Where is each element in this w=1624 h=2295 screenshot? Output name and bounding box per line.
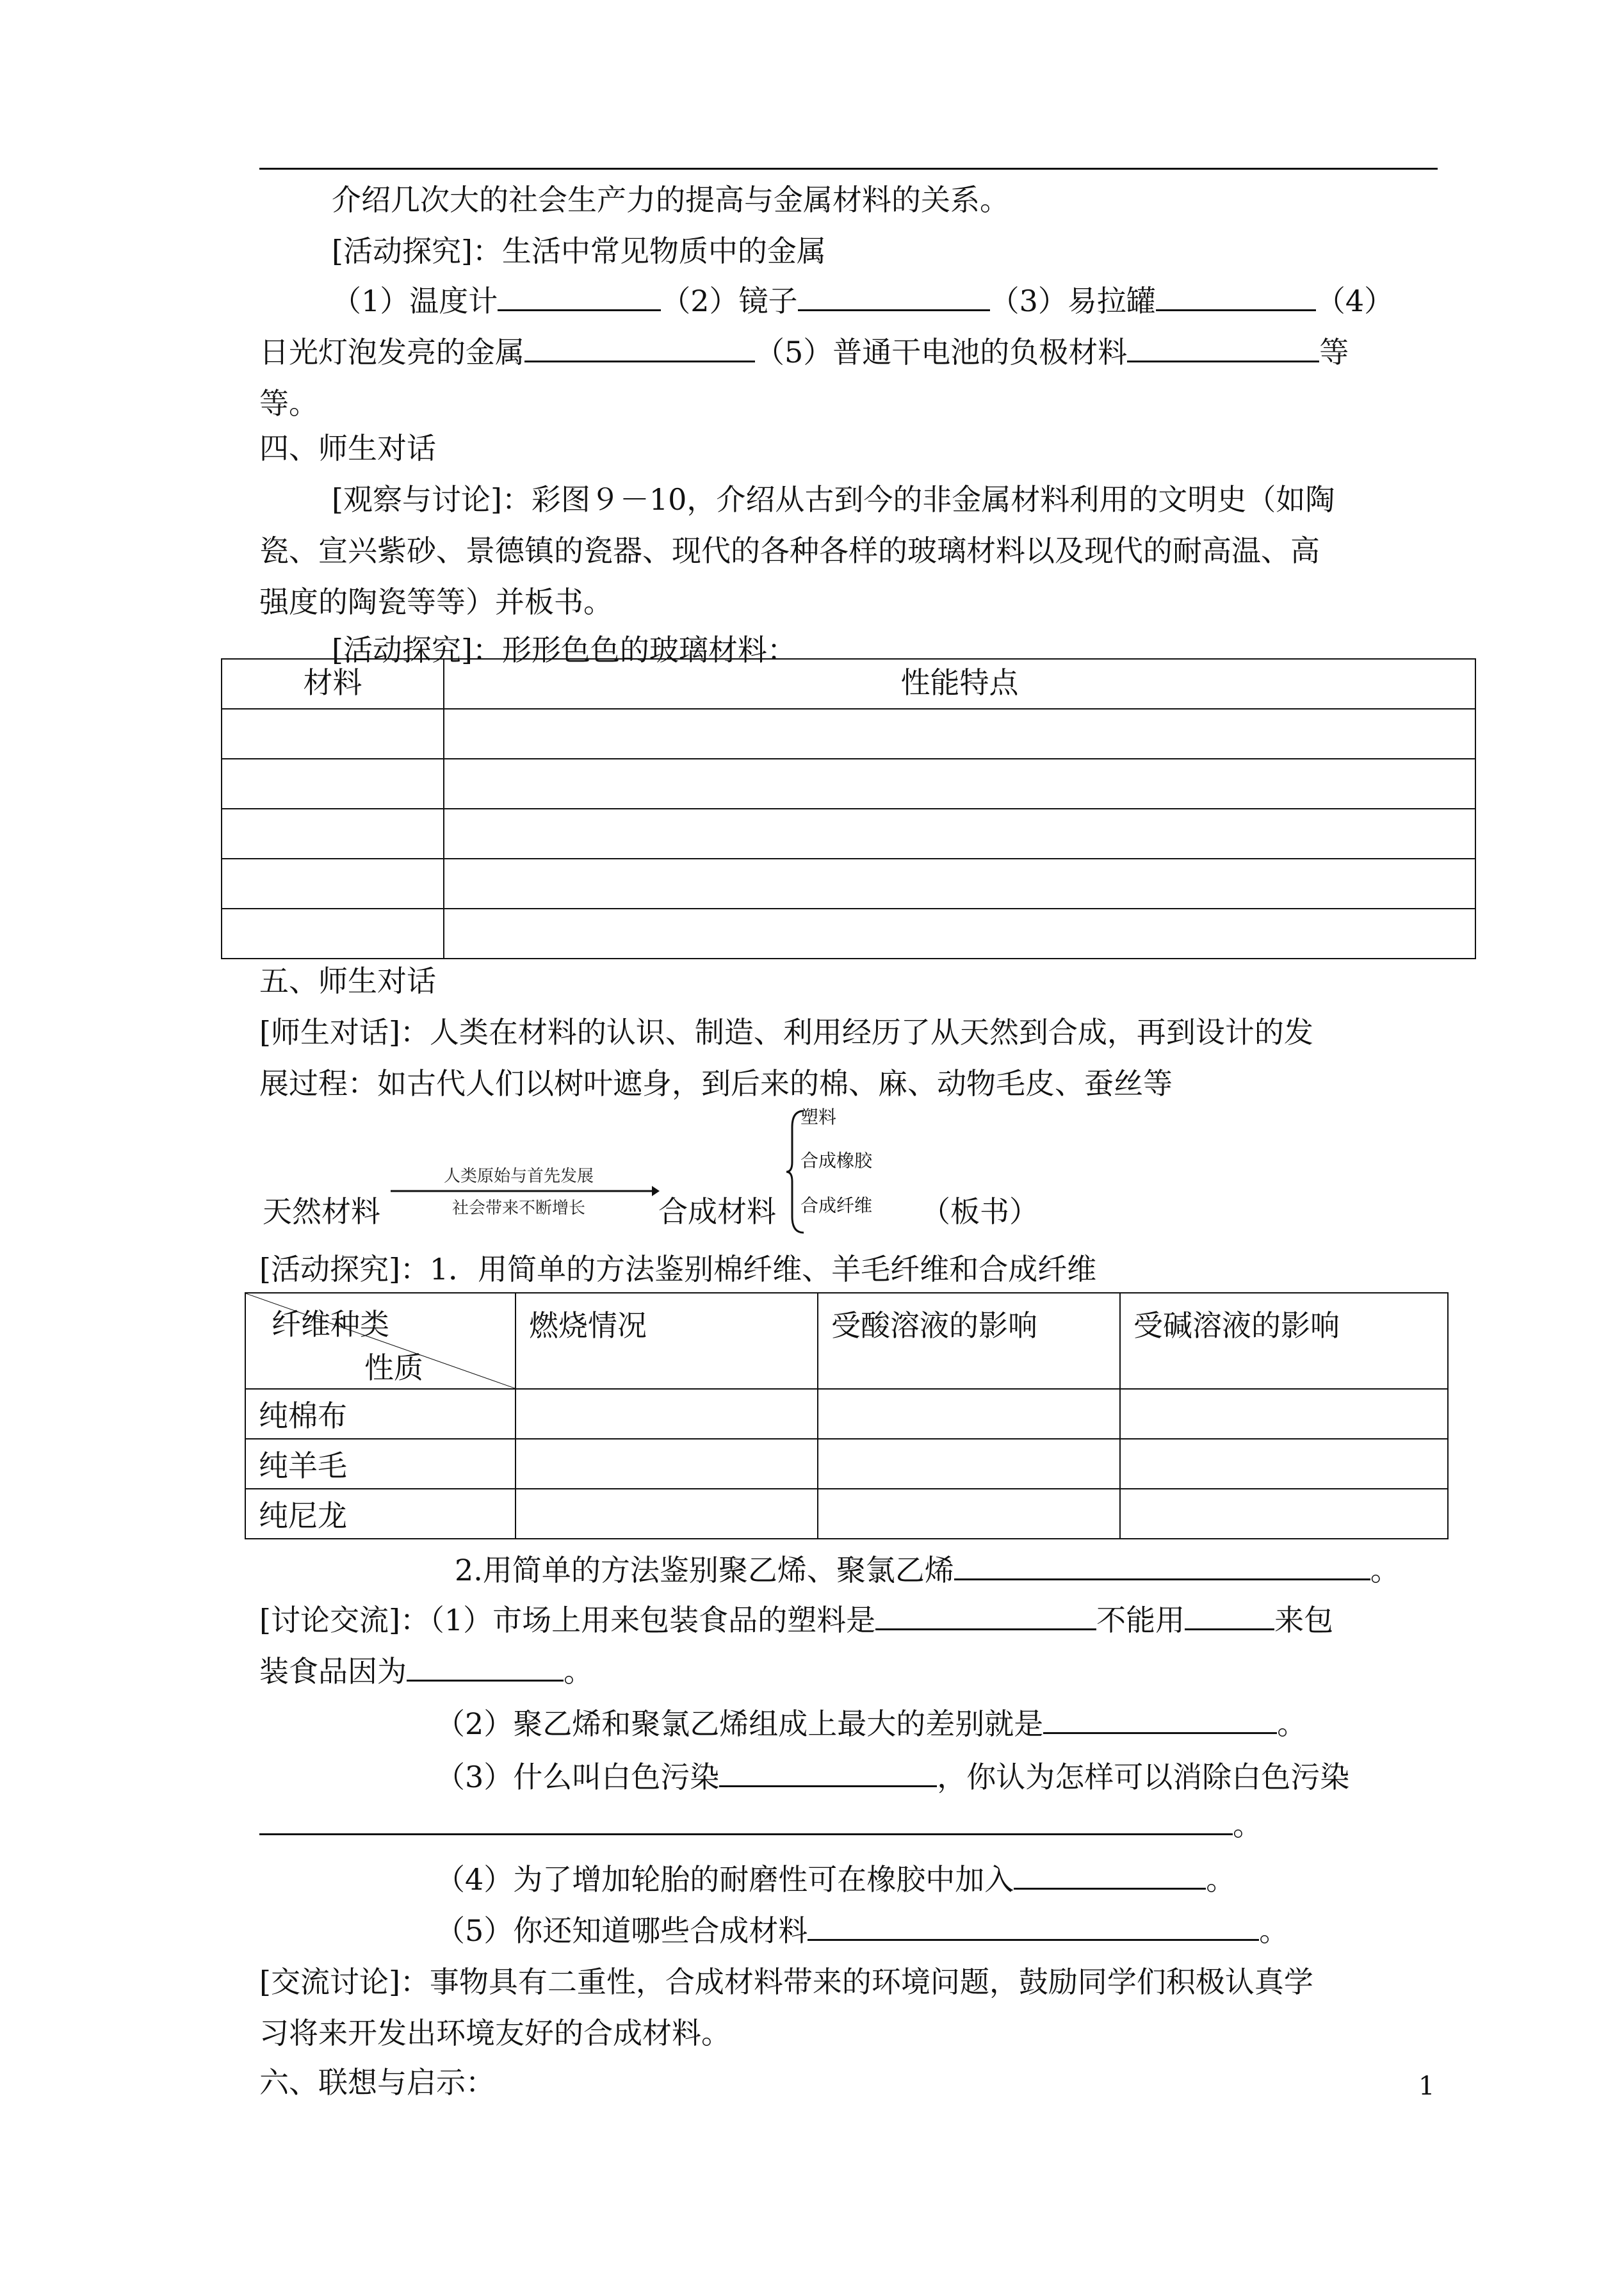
table-cell[interactable]	[818, 1389, 1120, 1439]
row-label: 纯棉布	[245, 1389, 516, 1439]
text-line: [活动探究]：形形色色的玻璃材料：	[332, 633, 797, 667]
table-cell[interactable]	[516, 1489, 818, 1539]
fill-in-line: [讨论交流]：（1）市场上用来包装食品的塑料是 不能用 来包	[259, 1594, 1333, 1646]
blank[interactable]	[954, 1549, 1370, 1580]
table-header: 材料	[222, 659, 444, 709]
fill-in-line: （2）聚乙烯和聚氯乙烯组成上最大的差别就是 。	[435, 1698, 1306, 1749]
blank[interactable]	[798, 280, 990, 311]
diag-header-bottom: 性质	[364, 1350, 423, 1385]
fill-in-line: 装食品因为 。	[259, 1646, 593, 1697]
blank[interactable]	[259, 1804, 1233, 1835]
table-cell[interactable]	[222, 909, 444, 959]
fill-in-line: （3）什么叫白色污染 ，你认为怎样可以消除白色污染	[435, 1751, 1349, 1803]
blank[interactable]	[524, 331, 755, 362]
table-cell[interactable]	[818, 1489, 1120, 1539]
blank[interactable]	[1043, 1703, 1277, 1734]
blank[interactable]	[808, 1910, 1259, 1941]
table-cell[interactable]	[444, 909, 1475, 959]
table-cell[interactable]	[1120, 1389, 1448, 1439]
table-cell[interactable]	[516, 1439, 818, 1489]
text-line: 习将来开发出环境友好的合成材料。	[259, 2016, 731, 2050]
blank[interactable]	[407, 1650, 564, 1682]
table-cell[interactable]	[818, 1439, 1120, 1489]
section-heading: 五、师生对话	[259, 964, 436, 998]
table-header: 受酸溶液的影响	[818, 1293, 1120, 1389]
text-line: [活动探究]：1．用简单的方法鉴别棉纤维、羊毛纤维和合成纤维	[259, 1252, 1097, 1286]
fiber-table	[245, 1292, 1449, 1539]
page-number: 1	[1418, 2072, 1435, 2101]
table-cell[interactable]	[1120, 1439, 1448, 1489]
diagram-note: （板书）	[921, 1194, 1039, 1229]
glass-material-table	[221, 658, 1476, 959]
text-line: [观察与讨论]：彩图９－10，介绍从古到今的非金属材料利用的文明史（如陶	[332, 482, 1335, 517]
row-label: 纯羊毛	[245, 1439, 516, 1489]
text-line: 等。	[259, 386, 318, 421]
fill-in-line: （5）你还知道哪些合成材料 。	[435, 1905, 1288, 1956]
table-cell[interactable]	[444, 759, 1475, 809]
top-rule	[259, 168, 1438, 170]
text-line: 介绍几次大的社会生产力的提高与金属材料的关系。	[332, 182, 1009, 217]
blank[interactable]	[875, 1599, 1096, 1630]
diag-header-top: 纤维种类	[272, 1307, 389, 1342]
text-line: [活动探究]：生活中常见物质中的金属	[332, 234, 826, 268]
table-header: 受碱溶液的影响	[1120, 1293, 1448, 1389]
arrow-top-label: 人类原始与首先发展	[443, 1167, 594, 1186]
table-cell[interactable]	[1120, 1489, 1448, 1539]
blank[interactable]	[498, 280, 661, 311]
table-cell[interactable]	[222, 809, 444, 859]
fill-in-line: 2.用简单的方法鉴别聚乙烯、聚氯乙烯 。	[455, 1545, 1400, 1596]
table-cell[interactable]	[444, 859, 1475, 909]
fill-in-line: （1）温度计 （2）镜子 （3）易拉罐 （4）	[332, 275, 1393, 327]
blank[interactable]	[1185, 1599, 1274, 1630]
table-cell[interactable]	[516, 1389, 818, 1439]
section-heading: 四、师生对话	[259, 431, 436, 466]
fill-in-line: 。	[259, 1799, 1262, 1851]
branch-rubber: 合成橡胶	[800, 1150, 873, 1171]
fill-in-line: （4）为了增加轮胎的耐磨性可在橡胶中加入 。	[435, 1854, 1235, 1905]
diagram-label-natural: 天然材料	[263, 1194, 380, 1229]
text-line: 展过程：如古代人们以树叶遮身，到后来的棉、麻、动物毛皮、蚕丝等	[259, 1066, 1173, 1101]
fill-in-line: 日光灯泡发亮的金属 （5）普通干电池的负极材料 等	[259, 327, 1349, 378]
branch-fiber: 合成纤维	[800, 1195, 873, 1216]
table-cell[interactable]	[222, 709, 444, 759]
blank[interactable]	[719, 1756, 937, 1787]
diagram-label-synthetic: 合成材料	[658, 1194, 776, 1229]
section-heading: 六、联想与启示：	[259, 2065, 495, 2100]
blank[interactable]	[1014, 1858, 1206, 1890]
text-line: [交流讨论]：事物具有二重性，合成材料带来的环境问题，鼓励同学们积极认真学	[259, 1965, 1313, 1999]
text-line: [师生对话]：人类在材料的认识、制造、利用经历了从天然到合成，再到设计的发	[259, 1015, 1313, 1050]
table-cell[interactable]	[444, 709, 1475, 759]
blank[interactable]	[1156, 280, 1316, 311]
row-label: 纯尼龙	[245, 1489, 516, 1539]
diagonal-header-cell	[245, 1293, 516, 1389]
branch-plastic: 塑料	[800, 1107, 837, 1128]
table-cell[interactable]	[222, 859, 444, 909]
text-line: 瓷、宣兴紫砂、景德镇的瓷器、现代的各种各样的玻璃材料以及现代的耐高温、高	[259, 533, 1320, 568]
table-header: 燃烧情况	[516, 1293, 818, 1389]
arrow-diagram	[384, 1153, 660, 1229]
table-header: 性能特点	[444, 659, 1475, 709]
table-cell[interactable]	[444, 809, 1475, 859]
table-cell[interactable]	[222, 759, 444, 809]
arrow-bottom-label: 社会带来不断增长	[451, 1199, 586, 1218]
text-line: 强度的陶瓷等等）并板书。	[259, 585, 613, 619]
blank[interactable]	[1127, 331, 1319, 362]
